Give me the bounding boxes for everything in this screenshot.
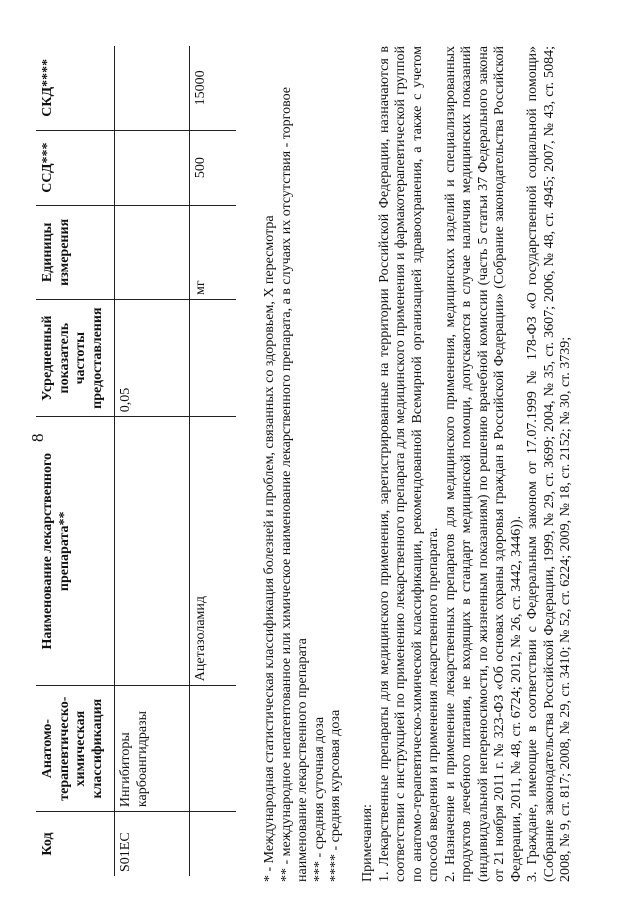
table-cell <box>115 417 190 686</box>
table-cell: Ингибиторы карбоангидразы <box>115 686 190 812</box>
table-cell <box>190 812 237 876</box>
footnote: **** - средняя курсовая доза <box>328 709 344 882</box>
note-item: 2. Назначение и применение лекарственных препаратов для медицинского применения, медицинских изделий и специализированных продуктов лечебного питания, не входящих в стандарт медицинской помощи, допускаются в случае наличия медицинских показаний (индивидуальной непереносимости, по жизненным показаниям) по решению врачебной комиссии (часть 5 статьи 37 Федерального закона от 21 ноября 2011 г. № 323-ФЗ «Об основах охраны здоровья граждан в Российской Федерации» (Собрание законодательства Российской Федерации, 2011, № 48, ст. 6724; 2012, № 26, ст. 3442, 3446)). <box>442 46 524 882</box>
header-ssd: ССД*** <box>36 130 115 205</box>
footnote: *** - средняя суточная доза <box>311 716 327 882</box>
table-cell: S01EC <box>115 812 190 876</box>
drug-table <box>36 46 236 876</box>
header-atc: Анатомо-терапевтическо-химическая классификация <box>36 686 115 812</box>
table-cell <box>190 300 237 417</box>
table-cell: мг <box>190 205 237 299</box>
table-cell: 500 <box>190 130 237 205</box>
table-cell: 15000 <box>190 46 237 130</box>
footnote: * - Международная статистическая классификация болезней и проблем, связанных со здоровьем, X пересмотра <box>262 215 277 882</box>
table-cell <box>115 46 190 130</box>
page-number: 8 <box>28 433 47 442</box>
note-item: 3. Граждане, имеющие в соответствии с Федеральным законом от 17.07.1999 № 178-ФЗ «О государственной социальной помощи» (Собрание законодательства Российской Федерации, 1999, № 29, ст. 3699; 2004, № 35, ст. 3607; 2006, № 48, ст. 4945; 2007, № 43, ст. 5084; 2008, № 9, ст. 817; 2008, № 29, ст. 3410; № 52, ст. 6224; 2009, № 18, ст. 2152; № 30, ст. 3739; <box>525 46 574 882</box>
table-cell <box>115 130 190 205</box>
table-header-row <box>36 46 115 876</box>
notes-section <box>360 46 575 882</box>
table-cell: 0,05 <box>115 300 190 417</box>
table-cell: Ацетазоламид <box>190 417 237 686</box>
header-units: Единицы измерения <box>36 205 115 299</box>
table-cell <box>190 686 237 812</box>
table-cell <box>115 205 190 299</box>
table-row <box>190 46 237 876</box>
notes-title: Примечания: <box>360 804 375 882</box>
header-code: Код <box>36 812 115 876</box>
header-skd: СКД**** <box>36 46 115 130</box>
note-item: 1. Лекарственные препараты для медицинского применения, зарегистрированные на территории Российской Федерации, назначаются в соответствии с инструкцией по применению лекарственного препарата для медицинского применения и фармакотерапевтической группой по анатомо-терапевтическо-химической классификации, рекомендованной Всемирной организацией здравоохранения, а также с учетом способа введения и применения лекарственного препарата. <box>376 46 442 882</box>
header-drug-name: Наименование лекарственного препарата** <box>36 417 115 686</box>
rotated-content <box>26 30 626 890</box>
header-frequency: Усредненный показатель частоты предоставления <box>36 300 115 417</box>
table-row <box>115 46 190 876</box>
footnote: ** - международное непатентованное или химическое наименование лекарственного препарата, а в случаях их отсутствия - торговое наименование лекарственного препарата <box>278 87 311 882</box>
footnotes <box>262 52 345 882</box>
